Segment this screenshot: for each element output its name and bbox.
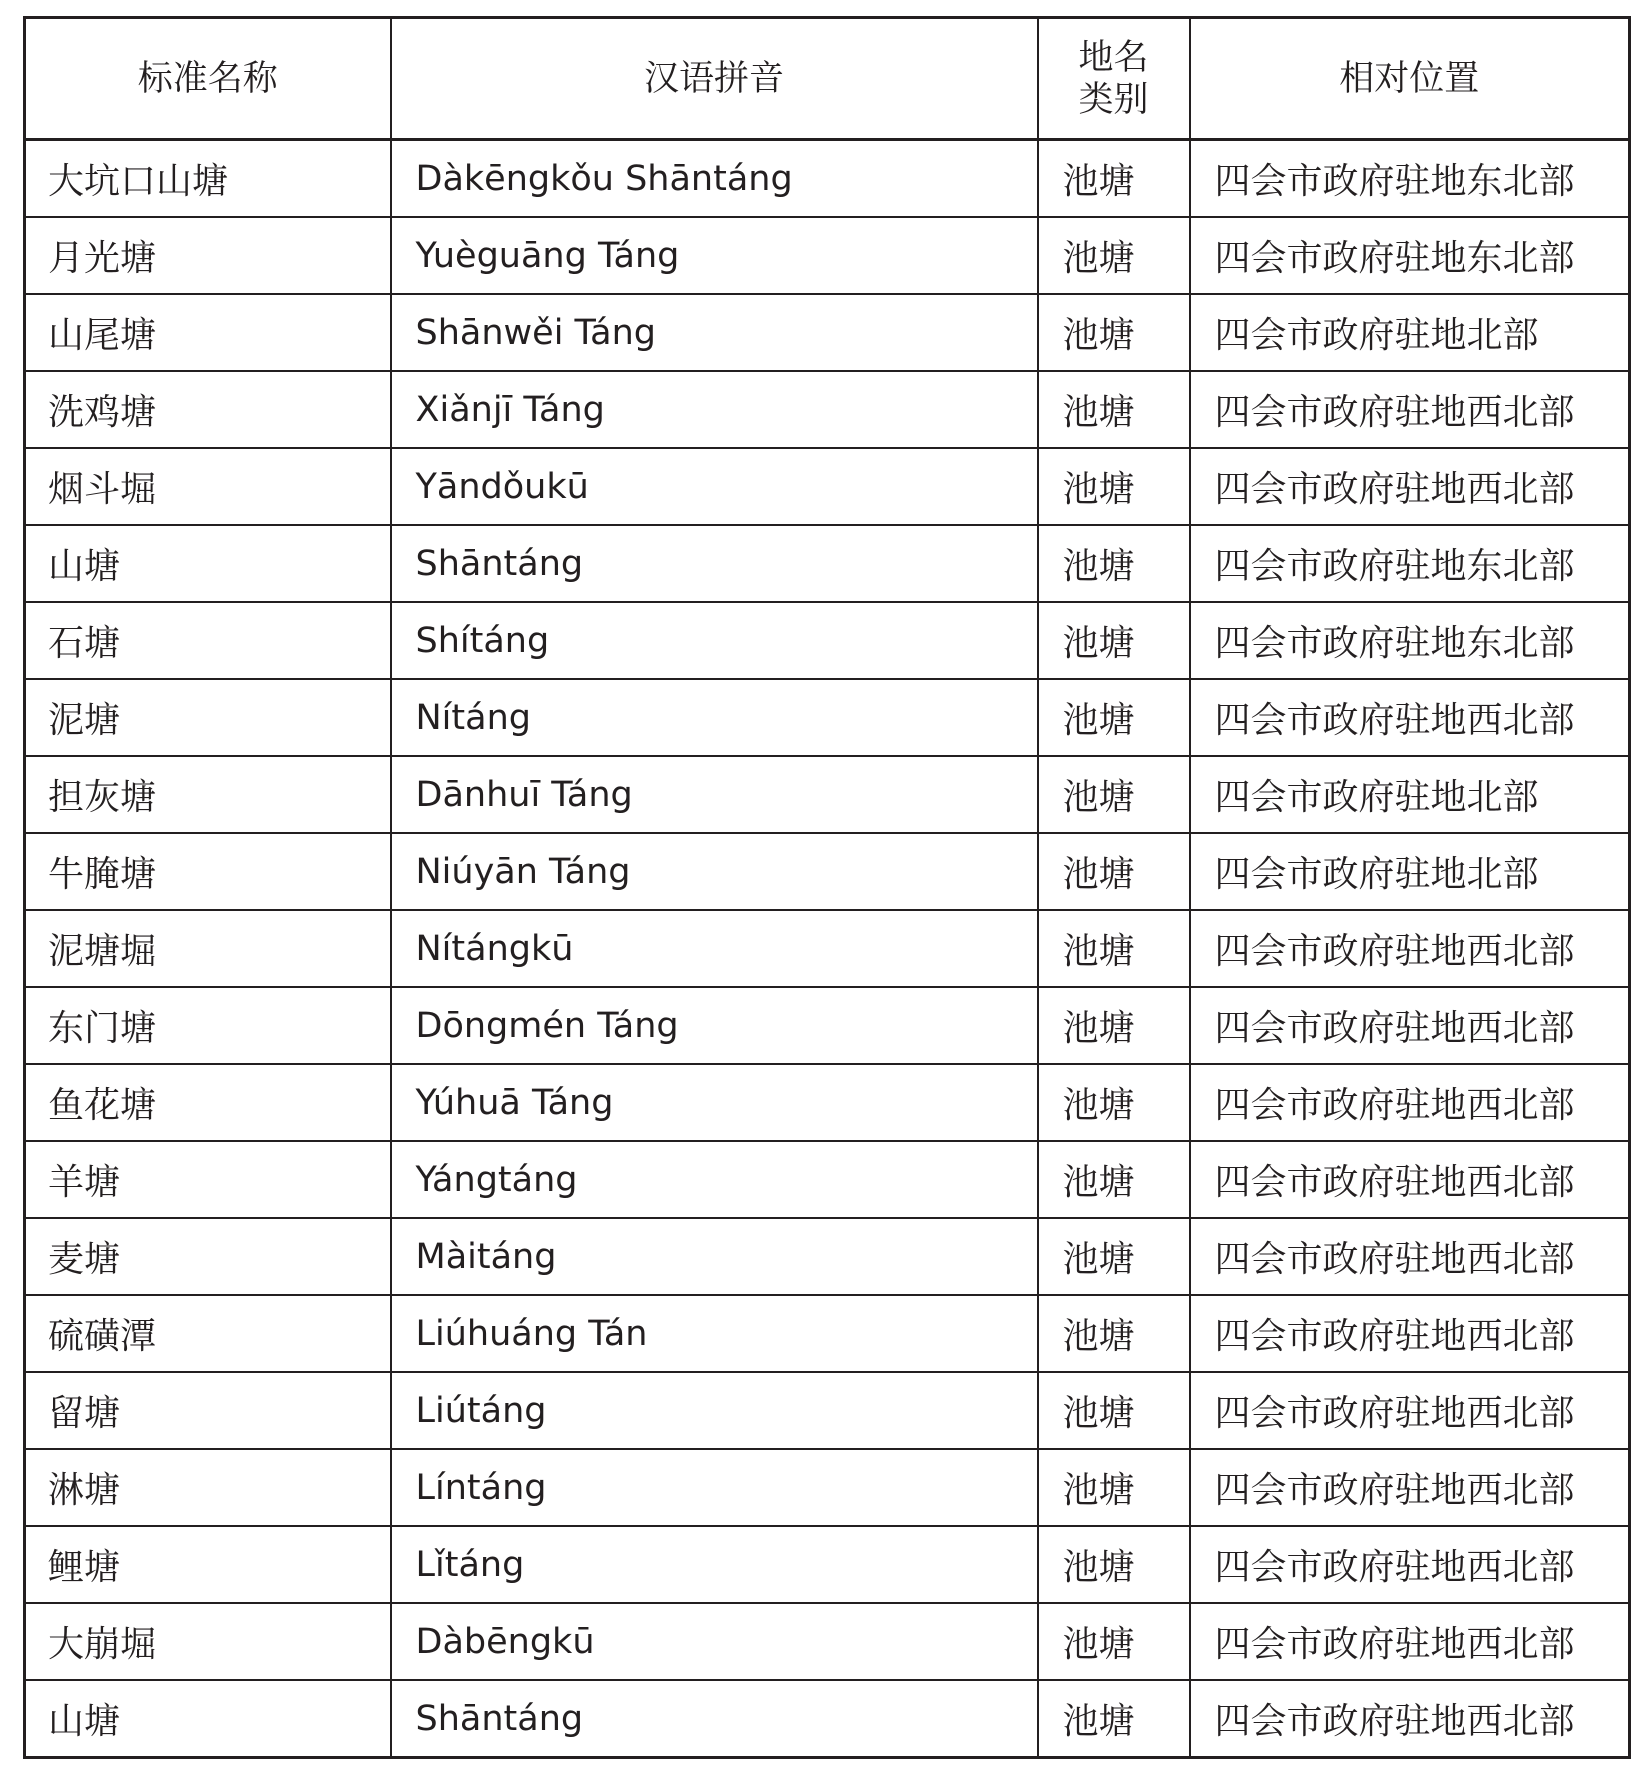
cell-place-type: 池塘	[1038, 1372, 1190, 1449]
cell-pinyin: Xiǎnjī Táng	[391, 371, 1038, 448]
cell-place-type: 池塘	[1038, 1064, 1190, 1141]
cell-pinyin: Liúhuáng Tán	[391, 1295, 1038, 1372]
cell-standard-name: 淋塘	[25, 1449, 391, 1526]
cell-standard-name: 洗鸡塘	[25, 371, 391, 448]
table-row	[25, 1603, 1630, 1680]
cell-standard-name: 烟斗堀	[25, 448, 391, 525]
cell-pinyin: Yúhuā Táng	[391, 1064, 1038, 1141]
cell-standard-name: 山塘	[25, 525, 391, 602]
cell-place-type: 池塘	[1038, 1295, 1190, 1372]
cell-pinyin: Shāntáng	[391, 1680, 1038, 1758]
table-row	[25, 1141, 1630, 1218]
header-row	[25, 18, 1630, 140]
cell-place-type: 池塘	[1038, 1449, 1190, 1526]
cell-relative-position: 四会市政府驻地西北部	[1190, 910, 1630, 987]
header-relative-position: 相对位置	[1190, 18, 1630, 140]
cell-pinyin: Dānhuī Táng	[391, 756, 1038, 833]
cell-place-type: 池塘	[1038, 679, 1190, 756]
cell-place-type: 池塘	[1038, 602, 1190, 679]
cell-relative-position: 四会市政府驻地东北部	[1190, 602, 1630, 679]
table-row	[25, 679, 1630, 756]
cell-place-type: 池塘	[1038, 833, 1190, 910]
cell-place-type: 池塘	[1038, 1526, 1190, 1603]
table-row	[25, 910, 1630, 987]
cell-place-type: 池塘	[1038, 217, 1190, 294]
cell-standard-name: 泥塘	[25, 679, 391, 756]
cell-pinyin: Dàbēngkū	[391, 1603, 1038, 1680]
cell-place-type: 池塘	[1038, 140, 1190, 218]
cell-place-type: 池塘	[1038, 294, 1190, 371]
cell-pinyin: Dàkēngkǒu Shāntáng	[391, 140, 1038, 218]
cell-pinyin: Lǐtáng	[391, 1526, 1038, 1603]
cell-standard-name: 硫磺潭	[25, 1295, 391, 1372]
cell-pinyin: Niúyān Táng	[391, 833, 1038, 910]
cell-place-type: 池塘	[1038, 1141, 1190, 1218]
cell-place-type: 池塘	[1038, 371, 1190, 448]
cell-pinyin: Liútáng	[391, 1372, 1038, 1449]
table-row	[25, 987, 1630, 1064]
cell-relative-position: 四会市政府驻地东北部	[1190, 525, 1630, 602]
cell-relative-position: 四会市政府驻地北部	[1190, 833, 1630, 910]
table-row	[25, 294, 1630, 371]
cell-pinyin: Nítángkū	[391, 910, 1038, 987]
cell-pinyin: Yāndǒukū	[391, 448, 1038, 525]
table-row	[25, 448, 1630, 525]
cell-relative-position: 四会市政府驻地西北部	[1190, 1603, 1630, 1680]
cell-place-type: 池塘	[1038, 1680, 1190, 1758]
cell-pinyin: Yángtáng	[391, 1141, 1038, 1218]
cell-place-type: 池塘	[1038, 910, 1190, 987]
table-row	[25, 1218, 1630, 1295]
cell-standard-name: 泥塘堀	[25, 910, 391, 987]
cell-relative-position: 四会市政府驻地西北部	[1190, 987, 1630, 1064]
cell-standard-name: 麦塘	[25, 1218, 391, 1295]
cell-standard-name: 牛腌塘	[25, 833, 391, 910]
table-row	[25, 1064, 1630, 1141]
cell-pinyin: Shānwěi Táng	[391, 294, 1038, 371]
cell-relative-position: 四会市政府驻地西北部	[1190, 1526, 1630, 1603]
table-row	[25, 1526, 1630, 1603]
cell-standard-name: 留塘	[25, 1372, 391, 1449]
table-row	[25, 371, 1630, 448]
cell-relative-position: 四会市政府驻地西北部	[1190, 679, 1630, 756]
table-row	[25, 217, 1630, 294]
header-place-type-label: 地名类别	[1078, 37, 1149, 120]
header-standard-name: 标准名称	[25, 18, 391, 140]
header-pinyin: 汉语拼音	[391, 18, 1038, 140]
cell-pinyin: Dōngmén Táng	[391, 987, 1038, 1064]
cell-standard-name: 大崩堀	[25, 1603, 391, 1680]
cell-standard-name: 羊塘	[25, 1141, 391, 1218]
cell-place-type: 池塘	[1038, 756, 1190, 833]
cell-place-type: 池塘	[1038, 1218, 1190, 1295]
cell-place-type: 池塘	[1038, 448, 1190, 525]
cell-relative-position: 四会市政府驻地北部	[1190, 756, 1630, 833]
table-row	[25, 1295, 1630, 1372]
cell-standard-name: 月光塘	[25, 217, 391, 294]
cell-standard-name: 担灰塘	[25, 756, 391, 833]
table-row	[25, 756, 1630, 833]
cell-relative-position: 四会市政府驻地西北部	[1190, 1218, 1630, 1295]
header-place-type	[1038, 18, 1190, 140]
cell-pinyin: Shāntáng	[391, 525, 1038, 602]
table-row	[25, 833, 1630, 910]
cell-relative-position: 四会市政府驻地西北部	[1190, 1372, 1630, 1449]
table-body	[25, 140, 1630, 1758]
cell-standard-name: 大坑口山塘	[25, 140, 391, 218]
cell-pinyin: Màitáng	[391, 1218, 1038, 1295]
place-name-table	[23, 16, 1631, 1759]
cell-pinyin: Nítáng	[391, 679, 1038, 756]
cell-relative-position: 四会市政府驻地西北部	[1190, 1141, 1630, 1218]
cell-relative-position: 四会市政府驻地东北部	[1190, 140, 1630, 218]
cell-pinyin: Líntáng	[391, 1449, 1038, 1526]
cell-place-type: 池塘	[1038, 525, 1190, 602]
cell-relative-position: 四会市政府驻地西北部	[1190, 1064, 1630, 1141]
cell-relative-position: 四会市政府驻地东北部	[1190, 217, 1630, 294]
cell-standard-name: 东门塘	[25, 987, 391, 1064]
cell-place-type: 池塘	[1038, 987, 1190, 1064]
cell-pinyin: Yuèguāng Táng	[391, 217, 1038, 294]
table-row	[25, 1680, 1630, 1758]
cell-standard-name: 山塘	[25, 1680, 391, 1758]
table-row	[25, 525, 1630, 602]
cell-relative-position: 四会市政府驻地西北部	[1190, 1295, 1630, 1372]
cell-relative-position: 四会市政府驻地西北部	[1190, 1680, 1630, 1758]
table-row	[25, 602, 1630, 679]
cell-standard-name: 山尾塘	[25, 294, 391, 371]
cell-standard-name: 石塘	[25, 602, 391, 679]
table-row	[25, 1372, 1630, 1449]
table-row	[25, 1449, 1630, 1526]
cell-standard-name: 鱼花塘	[25, 1064, 391, 1141]
table-header	[25, 18, 1630, 140]
cell-pinyin: Shítáng	[391, 602, 1038, 679]
cell-relative-position: 四会市政府驻地西北部	[1190, 371, 1630, 448]
cell-relative-position: 四会市政府驻地西北部	[1190, 448, 1630, 525]
cell-relative-position: 四会市政府驻地西北部	[1190, 1449, 1630, 1526]
cell-relative-position: 四会市政府驻地北部	[1190, 294, 1630, 371]
cell-standard-name: 鲤塘	[25, 1526, 391, 1603]
cell-place-type: 池塘	[1038, 1603, 1190, 1680]
table-row	[25, 140, 1630, 218]
